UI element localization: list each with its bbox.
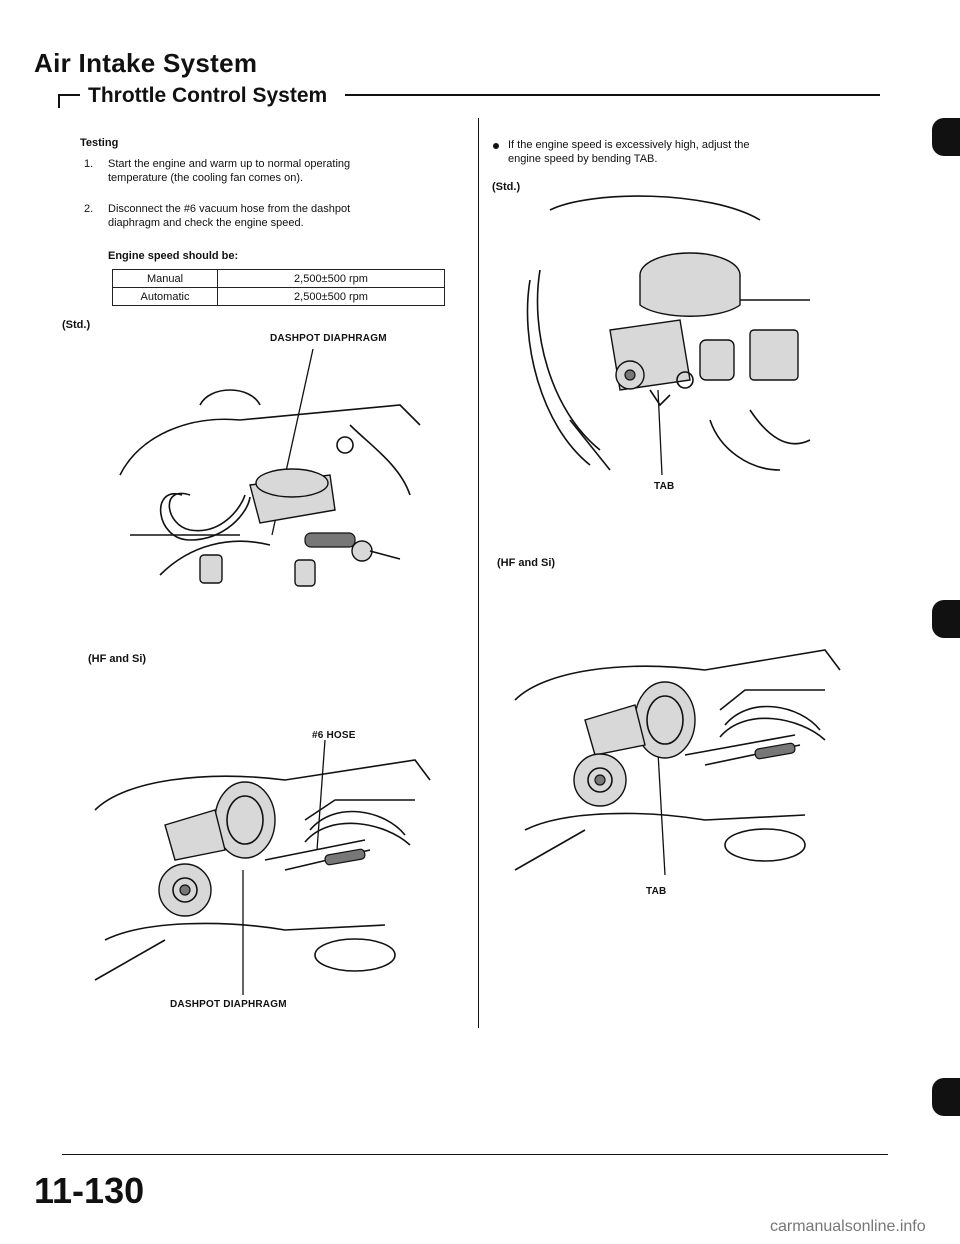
step-1-number: 1. — [84, 158, 94, 170]
hf-label-right: (HF and Si) — [497, 557, 556, 569]
hf-label-left: (HF and Si) — [88, 653, 147, 665]
std-label-left: (Std.) — [62, 319, 91, 331]
callout-tab-top: TAB — [654, 481, 675, 492]
step-2-number: 2. — [84, 203, 94, 215]
engine-illustration-std-left — [100, 345, 440, 615]
column-divider — [478, 118, 479, 1028]
edge-tab-marker-2 — [932, 600, 960, 638]
table-row — [113, 270, 445, 288]
edge-tab-marker-3 — [932, 1078, 960, 1116]
spec-rpm-automatic: 2,500±500 rpm — [218, 288, 445, 306]
testing-heading: Testing — [80, 137, 119, 149]
edge-tab-marker-1 — [932, 118, 960, 156]
footer-rule — [62, 1154, 888, 1155]
engine-illustration-hf-left — [85, 740, 445, 1005]
callout-dashpot-diaphragm-top: DASHPOT DIAPHRAGM — [270, 333, 387, 344]
engine-illustration-hf-right — [505, 640, 855, 880]
bullet-dot — [493, 143, 499, 149]
callout-dashpot-diaphragm-bottom: DASHPOT DIAPHRAGM — [170, 999, 287, 1010]
spec-trans-automatic: Automatic — [113, 288, 218, 306]
section-rule-left-vertical — [58, 94, 60, 108]
bullet-text-line2: engine speed by bending TAB. — [508, 153, 658, 165]
engine-illustration-std-right — [510, 190, 830, 490]
speed-heading: Engine speed should be: — [108, 250, 239, 262]
section-rule — [345, 94, 880, 96]
spec-table-wrap — [112, 269, 445, 306]
page-title: Air Intake System — [34, 48, 258, 78]
section-title: Throttle Control System — [88, 84, 328, 107]
bullet-text-line1: If the engine speed is excessively high, adjust the — [508, 139, 750, 151]
step-1-text-line1: Start the engine and warm up to normal operating — [108, 158, 351, 170]
table-row — [113, 288, 445, 306]
spec-trans-manual: Manual — [113, 270, 218, 288]
std-label-right: (Std.) — [492, 181, 521, 193]
page-number: 11-130 — [34, 1170, 145, 1211]
step-1-text-line2: temperature (the cooling fan comes on). — [108, 172, 304, 184]
spec-rpm-manual: 2,500±500 rpm — [218, 270, 445, 288]
callout-tab-bottom: TAB — [646, 886, 667, 897]
step-2-text-line1: Disconnect the #6 vacuum hose from the dashpot — [108, 203, 351, 215]
watermark: carmanualsonline.info — [770, 1218, 926, 1235]
callout-6-hose: #6 HOSE — [312, 730, 356, 741]
spec-table — [112, 269, 445, 306]
step-2-text-line2: diaphragm and check the engine speed. — [108, 217, 304, 229]
section-rule-left-tick — [58, 94, 80, 96]
